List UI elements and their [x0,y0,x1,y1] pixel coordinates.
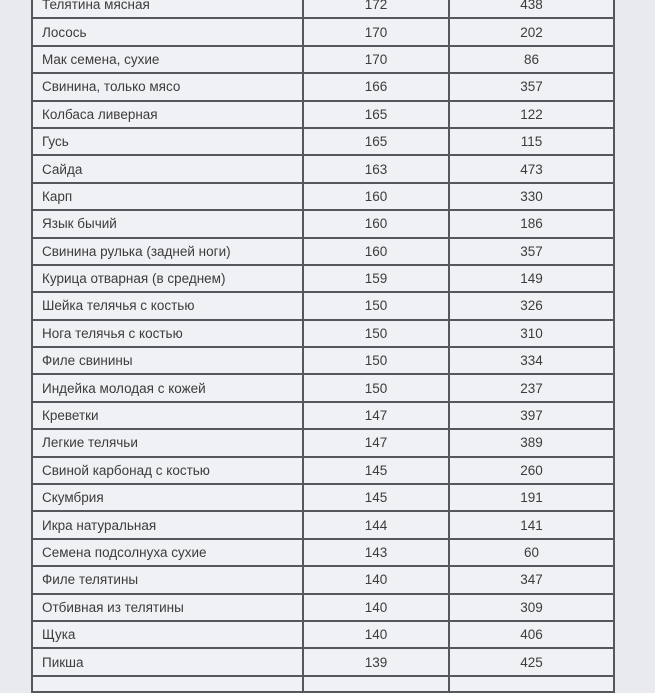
value2-cell: 115 [449,128,614,155]
value2-cell: 122 [449,101,614,128]
value2-cell: 397 [449,402,614,429]
food-name-cell: Филе свинины [32,347,303,374]
value2-cell: 260 [449,457,614,484]
food-name-cell: Скумбрия [32,484,303,511]
table-row [32,457,614,484]
food-name-cell: Язык бычий [32,210,303,237]
value2-cell: 141 [449,511,614,538]
value2-cell: 347 [449,566,614,593]
food-name-cell: Телятина мясная [32,0,303,18]
value2-cell: 357 [449,238,614,265]
value2-cell: 149 [449,265,614,292]
value2-cell: 310 [449,320,614,347]
food-name-cell: Отбивная из телятины [32,594,303,621]
value1-cell: 160 [303,238,449,265]
value1-cell: 145 [303,457,449,484]
table-body [32,0,614,692]
value1-cell: 160 [303,183,449,210]
value2-cell: 326 [449,292,614,319]
value2-cell: 191 [449,484,614,511]
table-row [32,484,614,511]
table-row [32,429,614,456]
value2-cell: 237 [449,374,614,401]
food-name-cell: Мак семена, сухие [32,46,303,73]
table-row [32,539,614,566]
value2-cell: 202 [449,18,614,45]
value1-cell: 150 [303,374,449,401]
value2-cell: 438 [449,0,614,18]
table-row [32,210,614,237]
food-name-cell: Гусь [32,128,303,155]
value1-cell: 140 [303,594,449,621]
table-row [32,566,614,593]
food-name-cell: Карп [32,183,303,210]
value1-cell: 166 [303,73,449,100]
table-row [32,594,614,621]
value1-cell: 145 [303,484,449,511]
food-name-cell: Икра натуральная [32,511,303,538]
table-row [32,183,614,210]
table-row [32,128,614,155]
food-name-cell: Пикша [32,648,303,675]
value1-cell: 139 [303,648,449,675]
food-name-cell: Лосось [32,18,303,45]
value1-cell: 165 [303,101,449,128]
food-name-cell: Шейка телячья с костью [32,292,303,319]
empty-cell [449,676,614,692]
value1-cell: 143 [303,539,449,566]
value1-cell: 144 [303,511,449,538]
food-name-cell: Курица отварная (в среднем) [32,265,303,292]
table-row [32,347,614,374]
food-name-cell: Сайда [32,155,303,182]
food-name-cell: Филе телятины [32,566,303,593]
food-name-cell: Легкие телячьи [32,429,303,456]
value2-cell: 357 [449,73,614,100]
table-row [32,265,614,292]
food-name-cell: Свиной карбонад с костью [32,457,303,484]
value1-cell: 163 [303,155,449,182]
table-row [32,155,614,182]
value2-cell: 473 [449,155,614,182]
food-name-cell: Семена подсолнуха сухие [32,539,303,566]
value1-cell: 150 [303,292,449,319]
food-name-cell: Креветки [32,402,303,429]
table-row [32,402,614,429]
value1-cell: 140 [303,566,449,593]
table-row [32,73,614,100]
table-row [32,511,614,538]
table-row [32,374,614,401]
table-row [32,18,614,45]
value1-cell: 147 [303,402,449,429]
value1-cell: 172 [303,0,449,18]
empty-cell [32,676,303,692]
value2-cell: 60 [449,539,614,566]
value1-cell: 170 [303,46,449,73]
value1-cell: 147 [303,429,449,456]
value2-cell: 330 [449,183,614,210]
food-name-cell: Щука [32,621,303,648]
value1-cell: 165 [303,128,449,155]
table-row [32,621,614,648]
value1-cell: 150 [303,347,449,374]
value2-cell: 86 [449,46,614,73]
table-row [32,648,614,675]
value2-cell: 186 [449,210,614,237]
value1-cell: 150 [303,320,449,347]
value2-cell: 309 [449,594,614,621]
food-name-cell: Колбаса ливерная [32,101,303,128]
value1-cell: 140 [303,621,449,648]
table-row [32,238,614,265]
page-content [31,0,615,693]
food-name-cell: Свинина рулька (задней ноги) [32,238,303,265]
table-row [32,0,614,18]
table-row [32,101,614,128]
value1-cell: 160 [303,210,449,237]
value2-cell: 389 [449,429,614,456]
table-row [32,292,614,319]
table-row [32,320,614,347]
value1-cell: 159 [303,265,449,292]
empty-cell [303,676,449,692]
table-row [32,46,614,73]
food-name-cell: Нога телячья с костью [32,320,303,347]
table-row-partial [32,676,614,692]
value2-cell: 425 [449,648,614,675]
value2-cell: 406 [449,621,614,648]
food-nutrition-table [31,0,615,693]
food-name-cell: Индейка молодая с кожей [32,374,303,401]
value2-cell: 334 [449,347,614,374]
food-name-cell: Свинина, только мясо [32,73,303,100]
value1-cell: 170 [303,18,449,45]
